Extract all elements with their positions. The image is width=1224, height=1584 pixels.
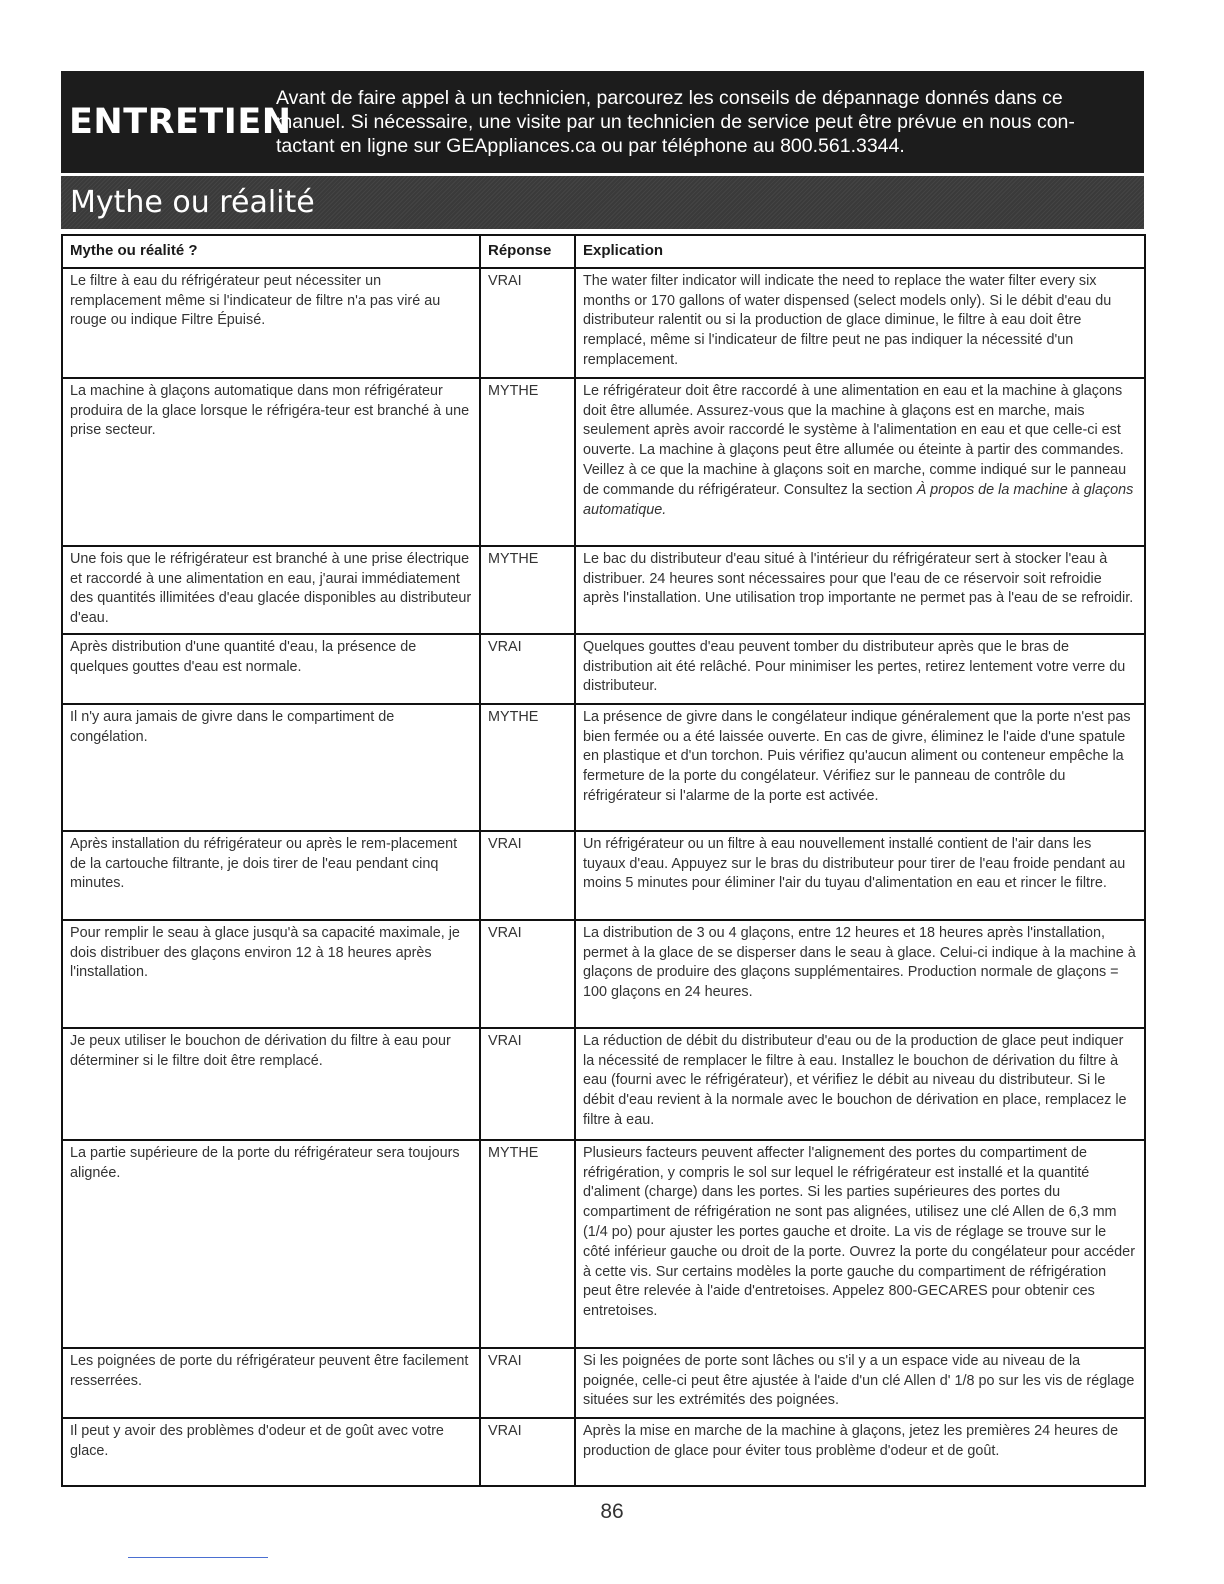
explanation-cell [575, 634, 1145, 704]
table-row [62, 831, 1145, 920]
explanation-cell [575, 1140, 1145, 1348]
explanation-cell [575, 1418, 1145, 1486]
explanation-cell [575, 831, 1145, 920]
explanation-text: Quelques gouttes d'eau peuvent tomber du distributeur après que le bras de distribution ait été relâché. Pour minimiser les pertes, retirez lentement votre verre du distributeur. [583, 638, 1126, 695]
header-title: ENTRETIEN [69, 102, 292, 142]
question-cell: Pour remplir le seau à glace jusqu'à sa capacité maximale, je dois distribuer des glaçons environ 12 à 18 heures après l'installation. [62, 920, 480, 1028]
explanation-cell [575, 378, 1145, 546]
explanation-text: La présence de givre dans le congélateur indique généralement que la porte n'est pas bien fermée ou a été laissée ouverte. En cas de givre, éliminez le l'aide d'une spatule en plastique et d'un torchon. Puis vérifiez qu'aucun aliment ou conteneur empêche la fermeture de la porte du congélateur. Vérifiez sur le panneau de contrôle du réfrigérateur si l'alarme de la porte est activée. [583, 708, 1131, 804]
explanation-italic-reference: À propos de la machine à glaçons automatique. [583, 481, 1134, 518]
question-cell: Après distribution d'une quantité d'eau, la présence de quelques gouttes d'eau est normale. [62, 634, 480, 704]
explanation-cell [575, 920, 1145, 1028]
question-cell: La machine à glaçons automatique dans mon réfrigérateur produira de la glace lorsque le réfrigéra-teur est branché à une prise secteur. [62, 378, 480, 546]
answer-cell: VRAI [480, 831, 575, 920]
table-row [62, 1140, 1145, 1348]
table-header-row [62, 235, 1145, 268]
question-cell: Une fois que le réfrigérateur est branché à une prise électrique et raccordé à une alimentation en eau, j'aurai immédiatement des quantités illimitées d'eau glacée disponibles au distributeur d'eau. [62, 546, 480, 634]
question-cell: Il peut y avoir des problèmes d'odeur et de goût avec votre glace. [62, 1418, 480, 1486]
explanation-text: Si les poignées de porte sont lâches ou s'il y a un espace vide au niveau de la poignée, celle-ci peut être ajustée à l'aide d'un clé Allen d' 1/8 po sur les vis de réglage situées sur les extrémités des poignées. [583, 1352, 1135, 1409]
table-row [62, 1348, 1145, 1418]
question-cell: Le filtre à eau du réfrigérateur peut nécessiter un remplacement même si l'indicateur de filtre n'a pas viré au rouge ou indique Filtre Épuisé. [62, 268, 480, 378]
answer-cell: MYTHE [480, 704, 575, 831]
column-header-explanation: Explication [575, 235, 1145, 268]
header-banner [61, 71, 1144, 173]
question-cell: La partie supérieure de la porte du réfrigérateur sera toujours alignée. [62, 1140, 480, 1348]
explanation-text: The water filter indicator will indicate the need to replace the water filter every six months or 170 gallons of water dispensed (select models only). Si le débit d'eau du distributeur ralentit ou si la production de glace diminue, le filtre à eau doit être remplacé, même si l'indicateur de filtre peut ne pas indiquer la nécessité d'un remplacement. [583, 272, 1112, 368]
footer-rule [128, 1557, 268, 1558]
table-row [62, 634, 1145, 704]
explanation-cell [575, 1028, 1145, 1140]
header-intro-text: Avant de faire appel à un technicien, parcourez les conseils de dépannage donnés dans ce manuel. Si nécessaire, une visite par un technicien de service peut être prévue en nous con-tactant en ligne sur GEAppliances.ca ou par téléphone au 800.561.3344. [276, 87, 1075, 157]
explanation-text: Le réfrigérateur doit être raccordé à une alimentation en eau et la machine à glaçons doit être allumée. Assurez-vous que la machine à glaçons est en marche, mais seulement après avoir raccordé le système à l'alimentation en eau et que celle-ci est ouverte. La machine à glaçons peut être allumée ou éteinte à partir des commandes. Veillez à ce que la machine à glaçons soit en marche, comme indiqué sur le panneau de commande du réfrigérateur. Consultez la section [583, 382, 1127, 498]
question-cell: Il n'y aura jamais de givre dans le compartiment de congélation. [62, 704, 480, 831]
explanation-text: Plusieurs facteurs peuvent affecter l'alignement des portes du compartiment de réfrigération, y compris le sol sur lequel le réfrigérateur est installé et la quantité d'aliment (charge) dans les portes. Si les parties supérieures des portes du compartiment de réfrigération ne sont pas alignées, utilisez une clé Allen de 6,3 mm (1/4 po) pour ajuster les portes gauche et droite. La vis de réglage se trouve sur le côté inférieur gauche ou droit de la porte. Ouvrez la porte du congélateur pour accéder à cette vis. Sur certains modèles la porte gauche du compartiment de réfrigération peut être relevée à l'aide d'entretoises. Appelez 800-GECARES pour obtenir ces entretoises. [583, 1144, 1135, 1320]
explanation-cell [575, 1348, 1145, 1418]
question-cell: Je peux utiliser le bouchon de dérivation du filtre à eau pour déterminer si le filtre doit être remplacé. [62, 1028, 480, 1140]
answer-cell: VRAI [480, 1348, 575, 1418]
column-header-question: Mythe ou réalité ? [62, 235, 480, 268]
explanation-cell [575, 704, 1145, 831]
column-header-answer: Réponse [480, 235, 575, 268]
answer-cell: VRAI [480, 1028, 575, 1140]
answer-cell: VRAI [480, 920, 575, 1028]
table-row [62, 268, 1145, 378]
explanation-cell [575, 268, 1145, 378]
table-row [62, 704, 1145, 831]
question-cell: Après installation du réfrigérateur ou après le rem-placement de la cartouche filtrante, je dois tirer de l'eau pendant cinq minutes. [62, 831, 480, 920]
table-row [62, 920, 1145, 1028]
explanation-text: Le bac du distributeur d'eau situé à l'intérieur du réfrigérateur sert à stocker l'eau à distribuer. 24 heures sont nécessaires pour que l'eau de ce réservoir soit refroidie après l'installation. Une utilisation trop importante ne permet pas à l'eau de se refroidir. [583, 550, 1134, 607]
answer-cell: VRAI [480, 268, 575, 378]
explanation-text: La réduction de débit du distributeur d'eau ou de la production de glace peut indiquer la nécessité de remplacer le filtre à eau. Installez le bouchon de dérivation du filtre à eau (fourni avec le réfrigérateur), et vérifiez le débit au niveau du distributeur. Si le débit d'eau revient à la normale avec le bouchon de dérivation en place, remplacez le filtre à eau. [583, 1032, 1127, 1128]
explanation-text: La distribution de 3 ou 4 glaçons, entre 12 heures et 18 heures après l'installation, permet à la glace de se disperser dans le seau à glace. Celui-ci indique à la machine à glaçons de produire des glaçons supplémentaires. Production normale de glaçons = 100 glaçons en 24 heures. [583, 924, 1136, 1001]
answer-cell: MYTHE [480, 378, 575, 546]
answer-cell: MYTHE [480, 1140, 575, 1348]
question-cell: Les poignées de porte du réfrigérateur peuvent être facilement resserrées. [62, 1348, 480, 1418]
answer-cell: VRAI [480, 634, 575, 704]
table-row [62, 1028, 1145, 1140]
table-row [62, 378, 1145, 546]
section-title: Mythe ou réalité [70, 185, 315, 220]
table-row [62, 546, 1145, 634]
answer-cell: VRAI [480, 1418, 575, 1486]
table-row [62, 1418, 1145, 1486]
section-banner [61, 176, 1144, 229]
myth-fact-table [61, 234, 1146, 1487]
explanation-text: Un réfrigérateur ou un filtre à eau nouvellement installé contient de l'air dans les tuyaux d'eau. Appuyez sur le bras du distributeur pour tirer de l'eau froide pendant au moins 5 minutes pour éliminer l'air du tuyau d'alimentation en eau et rincer le filtre. [583, 835, 1126, 892]
explanation-text: Après la mise en marche de la machine à glaçons, jetez les premières 24 heures de production de glace pour éviter tous problème d'odeur et de goût. [583, 1422, 1119, 1459]
answer-cell: MYTHE [480, 546, 575, 634]
explanation-cell [575, 546, 1145, 634]
page-number: 86 [600, 1500, 624, 1523]
